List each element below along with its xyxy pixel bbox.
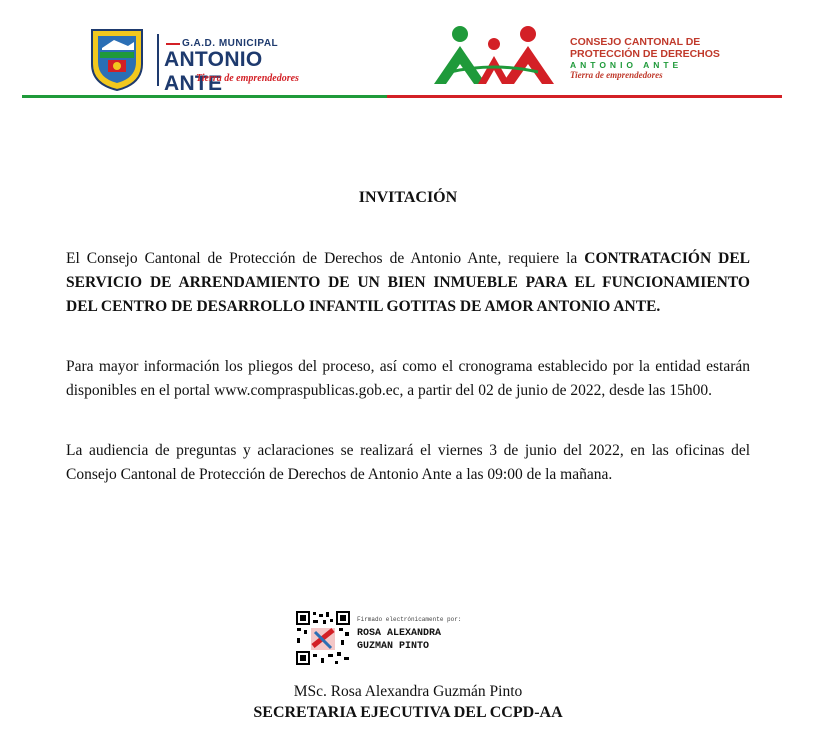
council-figures-icon [430, 22, 560, 86]
paragraph-1 [66, 247, 750, 319]
gad-tagline: Tierra de emprendedores [196, 73, 299, 84]
paragraph-1-subject: CONTRATACIÓN DEL SERVICIO DE ARRENDAMIENTO DE UN BIEN INMUEBLE PARA EL FUNCIONAMIENTO DEL CENTRO DE DESARROLLO INFANTIL GOTITAS DE AMOR ANTONIO ANTE. [66, 250, 751, 315]
gad-name: ANTONIO ANTE [164, 48, 263, 95]
paragraph-2: Para mayor información los pliegos del proceso, así como el cronograma establecido por la entidad estarán disponibles en el portal www.compraspublicas.gob.ec, a partir del 02 de junio de 2022, desde las 15h00. [66, 358, 750, 399]
council-title-line1: CONSEJO CANTONAL DE [570, 36, 701, 48]
signer-name-line1: ROSA ALEXANDRA [357, 628, 442, 639]
council-tagline: Tierra de emprendedores [570, 70, 663, 80]
council-subtitle: ANTONIO ANTE [570, 60, 683, 70]
paragraph-3: La audiencia de preguntas y aclaraciones se realizará el viernes 3 de junio del 2022, en las oficinas del Consejo Cantonal de Protección de Derechos de Antonio Ante a las 09:00 de la mañana. [66, 442, 750, 483]
header-divider [22, 95, 782, 98]
signatory-position: SECRETARIA EJECUTIVA DEL CCPD-AA [253, 704, 563, 721]
logo-divider [157, 34, 159, 86]
qr-code-icon [295, 610, 351, 666]
municipal-shield-icon [84, 26, 150, 92]
council-logo [430, 22, 750, 92]
gad-small-label: G.A.D. MUNICIPAL [182, 38, 279, 49]
document-title: INVITACIÓN [358, 189, 458, 206]
electronic-signature [295, 610, 535, 668]
signatory-name: MSc. Rosa Alexandra Guzmán Pinto [293, 683, 523, 700]
paragraph-1-intro: El Consejo Cantonal de Protección de Derechos de Antonio Ante, requiere la [66, 250, 578, 267]
municipal-logo [84, 26, 324, 95]
council-title-line2: PROTECCIÓN DE DERECHOS [570, 48, 720, 60]
gad-accent-bar [166, 43, 180, 45]
signed-by-label: Firmado electrónicamente por: [357, 616, 462, 623]
signer-name-line2: GUZMAN PINTO [357, 641, 430, 652]
